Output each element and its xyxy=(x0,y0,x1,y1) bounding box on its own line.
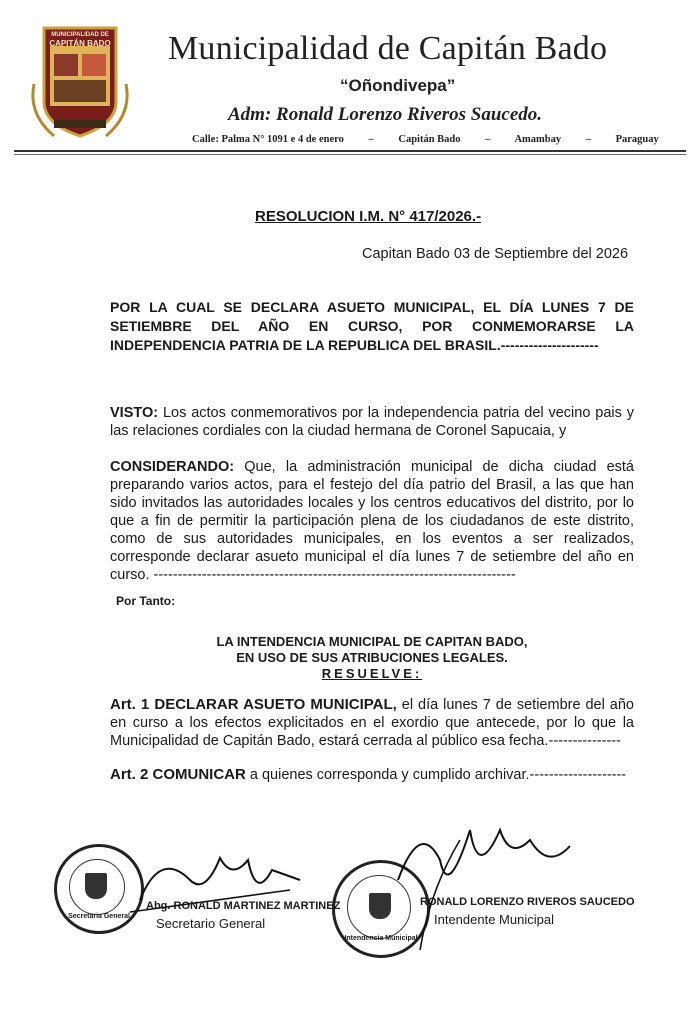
address-separator: – xyxy=(585,134,591,145)
por-tanto: Por Tanto: xyxy=(116,594,176,608)
visto-text: Los actos conmemorativos por la independencia patria del vecino pais y las relaciones cordiales con la ciudad hermana de Coronel Sapucaia, y xyxy=(110,405,634,439)
intendencia-line-1: LA INTENDENCIA MUNICIPAL DE CAPITAN BADO, xyxy=(216,634,528,649)
document-date: Capitan Bado 03 de Septiembre del 2026 xyxy=(362,246,629,262)
considerando-text: Que, la administración municipal de dicha ciudad está preparando varios actos, para el festejo del día patrio del Brasil, a las que han sido invitados las autoridades locales y los centros educativos del distrito, por lo que a fin de permitir la participación plena de los ciudadanos de este distrito, como de sus autoridades municipales, en los eventos a ser realizados, corresponde declarar asueto municipal el día lunes 7 de setiembre del año en curso. --------------------------------------------------------------------------- xyxy=(110,459,634,583)
seal-emblem-icon xyxy=(85,873,107,899)
visto-label: VISTO: xyxy=(110,405,159,421)
article-2-text: a quienes corresponda y cumplido archivar.-------------------- xyxy=(245,767,627,783)
logo-caption-bottom: CAPITÁN BADO xyxy=(49,39,111,48)
resolves-heading xyxy=(110,634,634,682)
considerando-paragraph xyxy=(110,458,634,584)
article-1-text: el día lunes 7 de setiembre del año en curso a los efectos explicitados en el exordio que antecede, por lo que la Municipalidad de Capitán Bado, estará cerrada al público esa fecha.--------------- xyxy=(110,697,634,749)
resolution-subject: POR LA CUAL SE DECLARA ASUETO MUNICIPAL, EL DÍA LUNES 7 DE SETIEMBRE DEL AÑO EN CURSO, POR CONMEMORARSE LA INDEPENDENCIA PATRIA DE LA REPUBLICA DEL BRASIL.--------------------- xyxy=(110,299,634,353)
header-divider xyxy=(14,150,686,152)
address-line xyxy=(192,134,681,145)
header-divider-thin xyxy=(14,154,686,155)
intendente-name: RONALD LORENZO RIVEROS SAUCEDO xyxy=(420,896,635,908)
address-separator: – xyxy=(368,134,374,145)
intendente-seal xyxy=(332,860,430,958)
article-2-label: Art. 2 COMUNICAR xyxy=(110,766,246,783)
intendente-seal-text: Intendencia Municipal xyxy=(344,935,418,942)
logo-caption-top: MUNICIPALIDAD DE xyxy=(51,32,109,38)
article-1 xyxy=(110,696,634,750)
seal-emblem-icon xyxy=(369,893,391,919)
page-title: Municipalidad de Capitán Bado xyxy=(168,30,608,67)
address-country: Paraguay xyxy=(615,134,659,145)
resuelve-heading: RESUELVE: xyxy=(321,666,423,681)
considerando-label: CONSIDERANDO: xyxy=(110,459,235,475)
secretary-role: Secretario General xyxy=(156,916,266,931)
address-separator: – xyxy=(485,134,491,145)
motto: “Oñondivepa” xyxy=(340,76,456,95)
intendencia-line-2: EN USO DE SUS ATRIBUCIONES LEGALES. xyxy=(236,650,508,665)
visto-paragraph xyxy=(110,404,634,440)
secretary-seal xyxy=(54,844,144,934)
resolution-number: RESOLUCION I.M. N° 417/2026.- xyxy=(255,208,482,225)
address-department: Amambay xyxy=(514,134,562,145)
secretary-name: Abg. RONALD MARTINEZ MARTINEZ xyxy=(146,900,341,912)
address-city: Capitán Bado xyxy=(398,134,461,145)
secretary-seal-text: Secretaria General xyxy=(68,913,130,920)
intendente-role: Intendente Municipal xyxy=(434,912,554,927)
administration-line: Adm: Ronald Lorenzo Riveros Saucedo. xyxy=(228,104,543,125)
municipal-logo xyxy=(24,24,136,144)
article-2 xyxy=(110,766,634,784)
article-1-label: Art. 1 DECLARAR ASUETO MUNICIPAL, xyxy=(110,696,397,713)
address-street: Calle: Palma N° 1091 e 4 de enero xyxy=(192,134,344,145)
